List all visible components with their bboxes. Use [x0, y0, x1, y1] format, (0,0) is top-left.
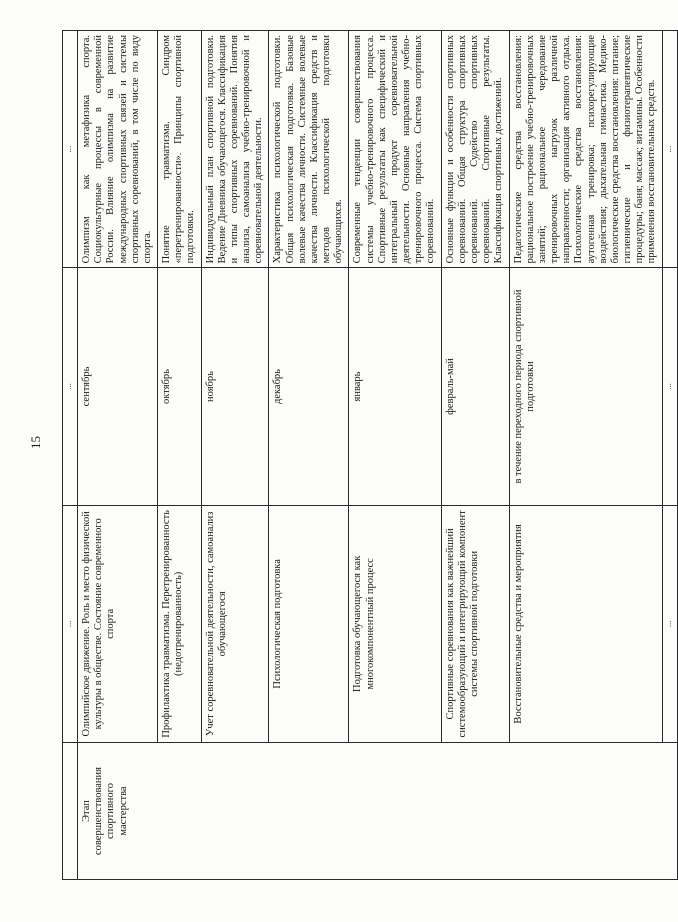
cell-dots-topic: ...	[63, 505, 78, 742]
cell-period: в течение переходного периода спортивной подготовки	[509, 268, 662, 505]
cell-topic: Подготовка обучающегося как многокомпонентный процесс	[349, 505, 441, 742]
cell-topic: Профилактика травматизма. Перетренированность (недотренированность)	[158, 505, 202, 742]
cell-topic: Учет соревновательной деятельности, самоанализ обучающегося	[201, 505, 269, 742]
cell-content: Современные тенденции совершенствования системы учебно-тренировочного процесса. Спортивные результаты как специфический и интегральный продукт соревновательной деятельности. Основные направления учебно-тренировочного процесса. Система спортивных соревнований.	[349, 31, 441, 268]
cell-period: февраль-май	[441, 268, 509, 505]
cell-dots-content: ...	[63, 31, 78, 268]
cell-content: Понятие травматизма. Синдром «перетренированности». Принципы спортивной подготовки.	[158, 31, 202, 268]
cell-content: Характеристика психологической подготовки. Общая психологическая подготовка. Базовые волевые качества личности. Системные волевые качества личности. Классификация средств и методов психологической подготовки обучающихся.	[269, 31, 349, 268]
table-row	[78, 31, 158, 880]
cell-stage-top	[63, 743, 78, 880]
cell-period: сентябрь	[78, 268, 158, 505]
stage-line: спортивного	[105, 783, 117, 839]
cell-content: Индивидуальный план спортивной подготовки. Ведение Дневника обучающегося. Классификация и типы спортивных соревнований. Понятия анализа, самоанализа учебно-тренировочной и соревновательной деятельности.	[201, 31, 269, 268]
cell-dots-content: ...	[662, 31, 677, 268]
cell-dots-topic: ...	[662, 505, 677, 742]
cell-period: октябрь	[158, 268, 202, 505]
cell-content: Олимпизм как метафизика спорта. Социокультурные процессы в современной России. Влияние олимпизма на развитие международных спортивных связей и системы спортивных соревнований, в том числе по виду спорта.	[78, 31, 158, 268]
cell-content: Педагогические средства восстановления: рациональное построение учебно-тренировочных занятий; рациональное чередование тренировочных нагрузок различной направленности; организация активного отдыха. Психологические средства восстановления: аутогенная тренировка; психорегулирующие воздействия; дыхательная гимнастика. Медико-биологические средства восстановления: питание; гигиенические и физиотерапевтические процедуры; баня; массаж; витамины. Особенности применения восстановительных средств.	[509, 31, 662, 268]
cell-stage	[78, 743, 678, 880]
stage-line: Этап	[81, 800, 92, 822]
cell-period: январь	[349, 268, 441, 505]
cell-dots-period: ...	[662, 268, 677, 505]
stage-line: мастерства	[117, 786, 129, 836]
cell-content: Основные функции и особенности спортивных соревнований. Общая структура спортивных соревнований. Судейство спортивных соревнований. Спортивные результаты. Классификация спортивных достижений.	[441, 31, 509, 268]
cell-topic: Олимпийское движение. Роль и место физической культуры в обществе. Состояние современного спорта	[78, 505, 158, 742]
cell-period: ноябрь	[201, 268, 269, 505]
page-number: 15	[28, 436, 43, 449]
cell-topic: Восстановительные средства и мероприятия	[509, 505, 662, 742]
cell-topic: Психологическая подготовка	[269, 505, 349, 742]
cell-period: декабрь	[269, 268, 349, 505]
curriculum-table	[62, 30, 678, 880]
cell-dots-period: ...	[63, 268, 78, 505]
table-row-continuation	[63, 31, 78, 880]
rotated-table-canvas	[62, 30, 673, 880]
cell-topic: Спортивные соревнования как важнейший системообразующий и интегрирующий компонент системы спортивной подготовки	[441, 505, 509, 742]
stage-line: совершенствования	[93, 767, 105, 856]
